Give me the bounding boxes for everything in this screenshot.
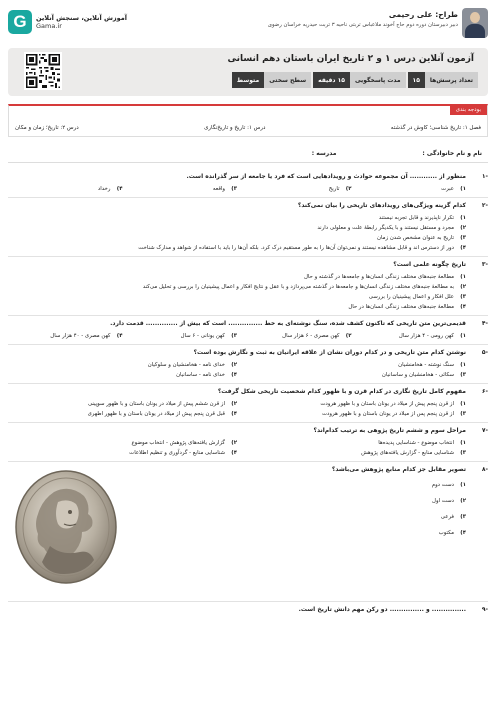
option[interactable]: ۳) علل افکار و اعمال پیشینیان را بررسی [368,294,466,300]
question-5: ۵- نوشتن کدام متن تاریخی و در کدام دوران نشان از علاقه ایرانیان به ثبت و نگارش بوده است؟ ۱) سنگ نوشته - هخامنشیان ۲) خدای نامه - هخامنشیان و سلوکیان ۳) سکائی - هخامنشیان و ساسانیان ۴) خدای نامه - ساسانیان [8,345,488,384]
question-8: ۸- تصویر مقابل جز کدام منابع پژوهش می‌باشد؟ ۱) دست دوم ۲) دست اول ۳) فرعی ۴) مکتوب [8,462,488,602]
tag-lesson-2: درس ۲: تاریخ؛ زمان و مکان [15,125,79,131]
option[interactable]: ۴) مطالعهٔ جنبه‌های مختلف زندگی انسان‌ها در حال [348,304,466,310]
page-header [8,8,488,48]
budget-label: بودجه بندی [450,106,487,115]
question-1: ۱- منظور از ............ آن مجموعه حوادث و رویدادهایی است که فرد یا جامعه از سر گذرانده است. ۱) عبرت ۲) تاریخ ۳) واقعه ۴) رخداد [8,169,488,198]
question-list [8,169,488,617]
author-avatar [462,8,488,38]
option[interactable]: ۲) کهن مصری - ۶ هزار سال [282,333,352,339]
option[interactable]: ۴) خدای نامه - ساسانیان [176,372,237,378]
option[interactable]: ۳) واقعه [212,186,237,192]
stat-duration: مدت پاسخگویی ۱۵ دقیقه [313,72,405,88]
option[interactable]: ۱) سنگ نوشته - هخامنشیان [398,362,466,368]
brand-title: آموزش آنلاین، سنجش آنلاین [36,14,128,22]
question-2: ۲- کدام گزینه ویژگی‌های رویدادهای تاریخی را بیان نمی‌کند؟ ۱) تکرار ناپذیرند و قابل تجربه نیستند ۲) مجرد و مستقل نیستند و با یکدیگر رابطهٔ علت و معلولی دارند ۳) تاریخ به عنوان مشخص شدن زمان ۴) دور از دسترس اند و قابل مشاهده نیستند و نمی‌توان آن‌ها را به طور مستقیم درک کرد. بلکه آن‌ها را باید با استفاده از شواهد و مدارک شناخت [8,198,488,257]
brand-url[interactable]: Gama.ir [36,22,62,30]
option[interactable]: ۴) دور از دسترس اند و قابل مشاهده نیستند و نمی‌توان آن‌ها را به طور مستقیم درک کرد. بلکه آن‌ها را باید با استفاده از شواهد و مدارک شناخت [138,245,466,251]
exam-info-box [8,48,488,96]
option[interactable]: ۲) تاریخ [328,186,352,192]
stat-question-count: تعداد پرسش‌ها ۱۵ [408,72,478,88]
author-description: دبیر دبیرستان دوره دوم حاج آخوند ملاعباس تربتی ناحیه ۳ تربت حیدریه خراسان رضوی [267,22,458,28]
option[interactable]: ۲) دست اول [432,498,466,504]
qr-code-icon[interactable] [24,52,62,90]
option[interactable]: ۳) تاریخ به عنوان مشخص شدن زمان [377,235,466,241]
option[interactable]: ۴) مکتوب [438,530,466,536]
question-9: ۹- ............... و ............... دو رکن مهم دانش تاریخ است. [298,606,488,613]
option[interactable]: ۱) کهن رومی - ۴ هزار سال [398,333,466,339]
question-4: ۴- قدیمی‌ترین متن تاریخی که تاکنون کشف شده، سنگ نوشته‌ای به خط ............... است که بیش از .............. قدمت دارد. ۱) کهن رومی - ۴ هزار سال ۲) کهن مصری - ۶ هزار سال ۳) کهن یونانی - ۶ سال ۴) کهن مصری - ۴۰ هزار سال [8,316,488,345]
option[interactable]: ۴) قبل قرن پنجم پیش از میلاد در یونان باستان و با ظهور اطهری [87,411,237,417]
gama-logo-icon: G [8,10,32,34]
stat-difficulty: سطح سختی متوسط [232,72,311,88]
option[interactable]: ۲) خدای نامه - هخامنشیان و سلوکیان [147,362,237,368]
budget-tags [8,104,488,137]
coin-image-icon [14,468,118,586]
exam-page [8,8,488,702]
exam-title: آزمون آنلاین درس ۱ و ۲ تاریخ ایران باستان دهم انسانی [227,54,474,64]
option[interactable]: ۳) سکائی - هخامنشیان و ساسانیان [381,372,466,378]
student-info-row [8,145,488,163]
school-label: مدرسه : [311,150,337,157]
brand-block[interactable] [8,10,127,34]
author-block [268,8,488,38]
option[interactable]: ۲) به مطالعهٔ جنبه‌های مختلف زندگی انسان‌ها و جامعه‌ها در گذشته می‌پردازد و با عقل و نتایج افکار و اعمال پیشینیان را بررسی و تحلیل می‌کند [142,284,466,290]
option[interactable]: ۲) مجرد و مستقل نیستند و با یکدیگر رابطهٔ علت و معلولی دارند [317,225,466,231]
author-name: طراح: علی رحیمی [388,10,458,19]
option[interactable]: ۱) عبرت [441,186,466,192]
option[interactable]: ۳) شناسایی منابع - گزارش یافته‌های پژوهش [361,450,466,456]
tag-chapter: فصل ۱: تاریخ شناسی؛ کاوش در گذشته [390,125,481,131]
student-name-label: نام و نام خانوادگی : [422,150,482,157]
option[interactable]: ۴) رخداد [97,186,123,192]
option[interactable]: ۳) کهن یونانی - ۶ سال [180,333,237,339]
option[interactable]: ۴) کهن مصری - ۴۰ هزار سال [50,333,123,339]
exam-stats [232,72,478,88]
question-6: ۶- مفهوم کامل تاریخ نگاری در کدام قرن و با ظهور کدام شخصیت تاریخی شکل گرفت؟ ۱) از قرن پنجم پیش از میلاد در یونان باستان و با ظهور هرودت ۲) از قرن ششم پیش از میلاد در یونان باستان و با ظهور سوپینی ۳) از قرن پنجم پس از میلاد در یونان باستان و با ظهور هرودت ۴) قبل قرن پنجم پیش از میلاد در یونان باستان و با ظهور اطهری [8,384,488,423]
option[interactable]: ۴) شناسایی منابع - گردآوری و تنظیم اطلاعات [129,450,237,456]
option[interactable]: ۱) دست دوم [431,482,466,488]
question-7: ۷- مراحل سوم و ششم تاریخ پژوهی به ترتیب کدام‌اند؟ ۱) انتخاب موضوع - شناسایی پدیده‌ها ۲) گزارش یافته‌های پژوهش - انتخاب موضوع ۳) شناسایی منابع - گزارش یافته‌های پژوهش ۴) شناسایی منابع - گردآوری و تنظیم اطلاعات [8,423,488,462]
option[interactable]: ۱) از قرن پنجم پیش از میلاد در یونان باستان و با ظهور هرودت [320,401,466,407]
option[interactable]: ۱) مطالعهٔ جنبه‌های مختلف زندگی انسان‌ها و جامعه‌ها در گذشته و حال [303,274,466,280]
tag-lesson-1: درس ۱: تاریخ و تاریخ‌نگاری [204,125,266,131]
option[interactable]: ۱) تکرار ناپذیرند و قابل تجربه نیستند [378,215,466,221]
option[interactable]: ۱) انتخاب موضوع - شناسایی پدیده‌ها [378,440,466,446]
option[interactable]: ۲) گزارش یافته‌های پژوهش - انتخاب موضوع [131,440,237,446]
question-3: ۳- تاریخ چگونه علمی است؟ ۱) مطالعهٔ جنبه‌های مختلف زندگی انسان‌ها و جامعه‌ها در گذشته و حال ۲) به مطالعهٔ جنبه‌های مختلف زندگی انسان‌ها و جامعه‌ها در گذشته می‌پردازد و با عقل و نتایج افکار و اعمال پیشینیان را بررسی و تحلیل می‌کند ۳) علل افکار و اعمال پیشینیان را بررسی ۴) مطالعهٔ جنبه‌های مختلف زندگی انسان‌ها در حال [8,257,488,316]
option[interactable]: ۳) از قرن پنجم پس از میلاد در یونان باستان و با ظهور هرودت [321,411,466,417]
option[interactable]: ۲) از قرن ششم پیش از میلاد در یونان باستان و با ظهور سوپینی [87,401,237,407]
option[interactable]: ۳) فرعی [440,514,466,520]
